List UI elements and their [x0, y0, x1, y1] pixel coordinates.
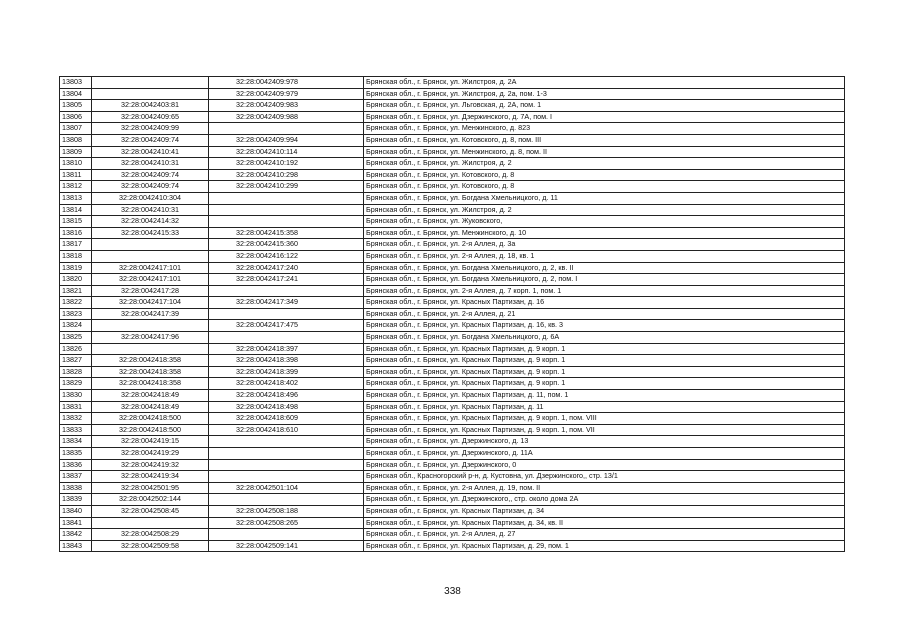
address-cell: Брянская обл., г. Брянск, ул. Красных Партизан, д. 9 корп. 1, пом. VII	[364, 424, 845, 436]
parcel-number-cell: 32:28:0042409:74	[92, 181, 209, 193]
parcel-number-cell: 32:28:0042410:41	[92, 146, 209, 158]
address-cell: Брянская обл., г. Брянск, ул. Дзержинского, д. 7А, пом. I	[364, 111, 845, 123]
row-number-cell: 13840	[60, 505, 92, 517]
row-number-cell: 13808	[60, 134, 92, 146]
parcel-number-cell: 32:28:0042415:33	[92, 227, 209, 239]
address-cell: Брянская обл., г. Брянск, ул. Богдана Хмельницкого, д. 2, пом. I	[364, 274, 845, 286]
row-number-cell: 13812	[60, 181, 92, 193]
row-number-cell: 13819	[60, 262, 92, 274]
row-number-cell: 13825	[60, 332, 92, 344]
row-number-cell: 13818	[60, 250, 92, 262]
address-cell: Брянская обл., г. Брянск, ул. Красных Партизан, д. 11, пом. 1	[364, 390, 845, 402]
parcel-number-cell: 32:28:0042409:74	[92, 169, 209, 181]
row-number-cell: 13841	[60, 517, 92, 529]
parcel-number-cell: 32:28:0042418:358	[92, 355, 209, 367]
row-number-cell: 13828	[60, 366, 92, 378]
row-number-cell: 13835	[60, 448, 92, 460]
object-number-cell: 32:28:0042417:241	[209, 274, 364, 286]
page-number: 338	[444, 586, 461, 597]
parcel-number-cell	[92, 239, 209, 251]
object-number-cell: 32:28:0042418:610	[209, 424, 364, 436]
row-number-cell: 13816	[60, 227, 92, 239]
object-number-cell: 32:28:0042415:360	[209, 239, 364, 251]
object-number-cell: 32:28:0042410:114	[209, 146, 364, 158]
table-row	[60, 146, 845, 158]
address-cell: Брянская обл., г. Брянск, ул. 2-я Аллея, д. 21	[364, 308, 845, 320]
table-row	[60, 424, 845, 436]
row-number-cell: 13822	[60, 297, 92, 309]
address-cell: Брянская обл., г. Брянск, ул. Жуковского,	[364, 216, 845, 228]
parcel-number-cell: 32:28:0042417:96	[92, 332, 209, 344]
object-number-cell	[209, 436, 364, 448]
table-row	[60, 204, 845, 216]
parcel-number-cell: 32:28:0042508:45	[92, 505, 209, 517]
parcel-number-cell: 32:28:0042409:65	[92, 111, 209, 123]
table-row	[60, 378, 845, 390]
object-number-cell: 32:28:0042409:994	[209, 134, 364, 146]
table-row	[60, 505, 845, 517]
object-number-cell: 32:28:0042418:402	[209, 378, 364, 390]
parcel-number-cell: 32:28:0042502:144	[92, 494, 209, 506]
object-number-cell	[209, 448, 364, 460]
table-row	[60, 401, 845, 413]
parcel-number-cell: 32:28:0042509:58	[92, 540, 209, 552]
address-cell: Брянская обл., г. Брянск, ул. 2-я Аллея, д. 18, кв. 1	[364, 250, 845, 262]
row-number-cell: 13830	[60, 390, 92, 402]
table-row	[60, 227, 845, 239]
table-row	[60, 169, 845, 181]
address-cell: Брянская обл., г. Брянск, ул. Красных Партизан, д. 9 корп. 1, пом. VIII	[364, 413, 845, 425]
row-number-cell: 13842	[60, 529, 92, 541]
address-cell: Брянская обл., г. Брянск, ул. Красных Партизан, д. 34	[364, 505, 845, 517]
table-row	[60, 274, 845, 286]
row-number-cell: 13807	[60, 123, 92, 135]
object-number-cell	[209, 192, 364, 204]
parcel-number-cell: 32:28:0042409:74	[92, 134, 209, 146]
row-number-cell: 13821	[60, 285, 92, 297]
address-cell: Брянская обл., г. Брянск, ул. Красных Партизан, д. 9 корп. 1	[364, 378, 845, 390]
parcel-number-cell: 32:28:0042409:99	[92, 123, 209, 135]
row-number-cell: 13813	[60, 192, 92, 204]
table-row	[60, 158, 845, 170]
object-number-cell	[209, 123, 364, 135]
object-number-cell: 32:28:0042416:122	[209, 250, 364, 262]
object-number-cell: 32:28:0042509:141	[209, 540, 364, 552]
table-row	[60, 308, 845, 320]
object-number-cell: 32:28:0042417:475	[209, 320, 364, 332]
parcel-number-cell: 32:28:0042508:29	[92, 529, 209, 541]
row-number-cell: 13817	[60, 239, 92, 251]
object-number-cell	[209, 285, 364, 297]
parcel-number-cell: 32:28:0042417:28	[92, 285, 209, 297]
object-number-cell: 32:28:0042415:358	[209, 227, 364, 239]
table-row	[60, 459, 845, 471]
address-cell: Брянская обл., г. Брянск, ул. Красных Партизан, д. 16, кв. 3	[364, 320, 845, 332]
parcel-number-cell: 32:28:0042417:104	[92, 297, 209, 309]
table-row	[60, 540, 845, 552]
object-number-cell: 32:28:0042409:978	[209, 77, 364, 89]
parcel-number-cell: 32:28:0042419:29	[92, 448, 209, 460]
row-number-cell: 13815	[60, 216, 92, 228]
row-number-cell: 13826	[60, 343, 92, 355]
address-cell: Брянская обл., г. Брянск, ул. Жилстроя, д. 2	[364, 204, 845, 216]
table-row	[60, 123, 845, 135]
parcel-number-cell	[92, 77, 209, 89]
parcel-number-cell: 32:28:0042418:49	[92, 390, 209, 402]
parcel-number-cell: 32:28:0042419:15	[92, 436, 209, 448]
parcel-number-cell: 32:28:0042418:49	[92, 401, 209, 413]
row-number-cell: 13823	[60, 308, 92, 320]
registry-table	[59, 76, 845, 552]
object-number-cell	[209, 332, 364, 344]
table-row	[60, 100, 845, 112]
object-number-cell	[209, 308, 364, 320]
table-row	[60, 111, 845, 123]
table-row	[60, 216, 845, 228]
object-number-cell: 32:28:0042418:398	[209, 355, 364, 367]
table-row	[60, 529, 845, 541]
table-row	[60, 494, 845, 506]
address-cell: Брянская обл., г. Брянск, ул. 2-я Аллея, д. 27	[364, 529, 845, 541]
row-number-cell: 13838	[60, 482, 92, 494]
object-number-cell: 32:28:0042409:979	[209, 88, 364, 100]
row-number-cell: 13804	[60, 88, 92, 100]
object-number-cell: 32:28:0042501:104	[209, 482, 364, 494]
parcel-number-cell: 32:28:0042419:34	[92, 471, 209, 483]
address-cell: Брянская обл., г. Брянск, ул. 2-я Аллея, д. 19, пом. II	[364, 482, 845, 494]
address-cell: Брянская обл., г. Брянск, ул. 2-я Аллея, д. 3а	[364, 239, 845, 251]
registry-table-body	[60, 77, 845, 552]
table-row	[60, 181, 845, 193]
parcel-number-cell: 32:28:0042418:358	[92, 378, 209, 390]
address-cell: Брянская обл., г. Брянск, ул. Менжинского, д. 10	[364, 227, 845, 239]
address-cell: Брянская обл., г. Брянск, ул. Красных Партизан, д. 9 корп. 1	[364, 355, 845, 367]
parcel-number-cell: 32:28:0042418:500	[92, 413, 209, 425]
object-number-cell: 32:28:0042410:298	[209, 169, 364, 181]
row-number-cell: 13809	[60, 146, 92, 158]
parcel-number-cell	[92, 250, 209, 262]
address-cell: Брянская обл., г. Брянск, ул. Красных Партизан, д. 9 корп. 1	[364, 366, 845, 378]
parcel-number-cell: 32:28:0042403:81	[92, 100, 209, 112]
row-number-cell: 13829	[60, 378, 92, 390]
parcel-number-cell: 32:28:0042410:31	[92, 158, 209, 170]
table-row	[60, 285, 845, 297]
row-number-cell: 13824	[60, 320, 92, 332]
object-number-cell: 32:28:0042418:496	[209, 390, 364, 402]
table-row	[60, 88, 845, 100]
address-cell: Брянская обл., Красногорский р-н, д. Кустовна, ул. Дзержинского,, стр. 13/1	[364, 471, 845, 483]
row-number-cell: 13806	[60, 111, 92, 123]
table-row	[60, 366, 845, 378]
table-row	[60, 332, 845, 344]
parcel-number-cell: 32:28:0042418:500	[92, 424, 209, 436]
row-number-cell: 13803	[60, 77, 92, 89]
parcel-number-cell	[92, 88, 209, 100]
object-number-cell	[209, 459, 364, 471]
table-row	[60, 448, 845, 460]
table-row	[60, 250, 845, 262]
object-number-cell: 32:28:0042417:240	[209, 262, 364, 274]
object-number-cell: 32:28:0042418:498	[209, 401, 364, 413]
address-cell: Брянская обл., г. Брянск, ул. Дзержинского, д. 11А	[364, 448, 845, 460]
address-cell: Брянская обл., г. Брянск, ул. Жилстроя, д. 2а, пом. 1-3	[364, 88, 845, 100]
object-number-cell: 32:28:0042418:399	[209, 366, 364, 378]
object-number-cell	[209, 204, 364, 216]
object-number-cell: 32:28:0042410:299	[209, 181, 364, 193]
address-cell: Брянская обл., г. Брянск, ул. Красных Партизан, д. 11	[364, 401, 845, 413]
row-number-cell: 13805	[60, 100, 92, 112]
object-number-cell	[209, 216, 364, 228]
object-number-cell: 32:28:0042418:609	[209, 413, 364, 425]
parcel-number-cell	[92, 320, 209, 332]
object-number-cell: 32:28:0042418:397	[209, 343, 364, 355]
table-row	[60, 320, 845, 332]
object-number-cell: 32:28:0042417:349	[209, 297, 364, 309]
row-number-cell: 13810	[60, 158, 92, 170]
object-number-cell: 32:28:0042410:192	[209, 158, 364, 170]
address-cell: Брянская обл., г. Брянск, ул. Дзержинского,, стр. около дома 2А	[364, 494, 845, 506]
address-cell: Брянская обл., г. Брянск, ул. Жилстроя, д. 2	[364, 158, 845, 170]
address-cell: Брянская обл., г. Брянск, ул. Богдана Хмельницкого, д. 6А	[364, 332, 845, 344]
row-number-cell: 13811	[60, 169, 92, 181]
parcel-number-cell: 32:28:0042417:39	[92, 308, 209, 320]
parcel-number-cell: 32:28:0042418:358	[92, 366, 209, 378]
row-number-cell: 13834	[60, 436, 92, 448]
object-number-cell	[209, 529, 364, 541]
object-number-cell: 32:28:0042508:265	[209, 517, 364, 529]
parcel-number-cell: 32:28:0042410:31	[92, 204, 209, 216]
parcel-number-cell: 32:28:0042417:101	[92, 274, 209, 286]
table-row	[60, 413, 845, 425]
address-cell: Брянская обл., г. Брянск, ул. Богдана Хмельницкого, д. 2, кв. II	[364, 262, 845, 274]
table-row	[60, 262, 845, 274]
object-number-cell	[209, 494, 364, 506]
address-cell: Брянская обл., г. Брянск, ул. Котовского, д. 8	[364, 181, 845, 193]
address-cell: Брянская обл., г. Брянск, ул. Красных Партизан, д. 16	[364, 297, 845, 309]
parcel-number-cell: 32:28:0042419:32	[92, 459, 209, 471]
address-cell: Брянская обл., г. Брянск, ул. Красных Партизан, д. 34, кв. II	[364, 517, 845, 529]
row-number-cell: 13833	[60, 424, 92, 436]
row-number-cell: 13831	[60, 401, 92, 413]
address-cell: Брянская обл., г. Брянск, ул. Котовского, д. 8	[364, 169, 845, 181]
object-number-cell: 32:28:0042409:983	[209, 100, 364, 112]
table-row	[60, 77, 845, 89]
address-cell: Брянская обл., г. Брянск, ул. Красных Партизан, д. 29, пом. 1	[364, 540, 845, 552]
row-number-cell: 13832	[60, 413, 92, 425]
table-row	[60, 482, 845, 494]
row-number-cell: 13836	[60, 459, 92, 471]
object-number-cell: 32:28:0042409:988	[209, 111, 364, 123]
row-number-cell: 13839	[60, 494, 92, 506]
table-row	[60, 192, 845, 204]
parcel-number-cell	[92, 343, 209, 355]
row-number-cell: 13837	[60, 471, 92, 483]
address-cell: Брянская обл., г. Брянск, ул. Льговская, д. 2А, пом. 1	[364, 100, 845, 112]
address-cell: Брянская обл., г. Брянск, ул. Жилстроя, д. 2А	[364, 77, 845, 89]
address-cell: Брянская обл., г. Брянск, ул. Котовского, д. 8, пом. III	[364, 134, 845, 146]
table-row	[60, 471, 845, 483]
parcel-number-cell: 32:28:0042417:101	[92, 262, 209, 274]
table-row	[60, 134, 845, 146]
address-cell: Брянская обл., г. Брянск, ул. Богдана Хмельницкого, д. 11	[364, 192, 845, 204]
address-cell: Брянская обл., г. Брянск, ул. Менжинского, д. 823	[364, 123, 845, 135]
parcel-number-cell: 32:28:0042414:32	[92, 216, 209, 228]
address-cell: Брянская обл., г. Брянск, ул. 2-я Аллея, д. 7 корп. 1, пом. 1	[364, 285, 845, 297]
object-number-cell	[209, 471, 364, 483]
table-row	[60, 390, 845, 402]
parcel-number-cell	[92, 517, 209, 529]
table-row	[60, 343, 845, 355]
row-number-cell: 13814	[60, 204, 92, 216]
table-row	[60, 355, 845, 367]
address-cell: Брянская обл., г. Брянск, ул. Дзержинского, д. 13	[364, 436, 845, 448]
address-cell: Брянская обл., г. Брянск, ул. Менжинского, д. 8, пом. II	[364, 146, 845, 158]
object-number-cell: 32:28:0042508:188	[209, 505, 364, 517]
table-row	[60, 517, 845, 529]
parcel-number-cell: 32:28:0042501:95	[92, 482, 209, 494]
row-number-cell: 13827	[60, 355, 92, 367]
address-cell: Брянская обл., г. Брянск, ул. Красных Партизан, д. 9 корп. 1	[364, 343, 845, 355]
table-row	[60, 239, 845, 251]
row-number-cell: 13820	[60, 274, 92, 286]
parcel-number-cell: 32:28:0042410:304	[92, 192, 209, 204]
table-row	[60, 436, 845, 448]
address-cell: Брянская обл., г. Брянск, ул. Дзержинского, 0	[364, 459, 845, 471]
table-row	[60, 297, 845, 309]
row-number-cell: 13843	[60, 540, 92, 552]
